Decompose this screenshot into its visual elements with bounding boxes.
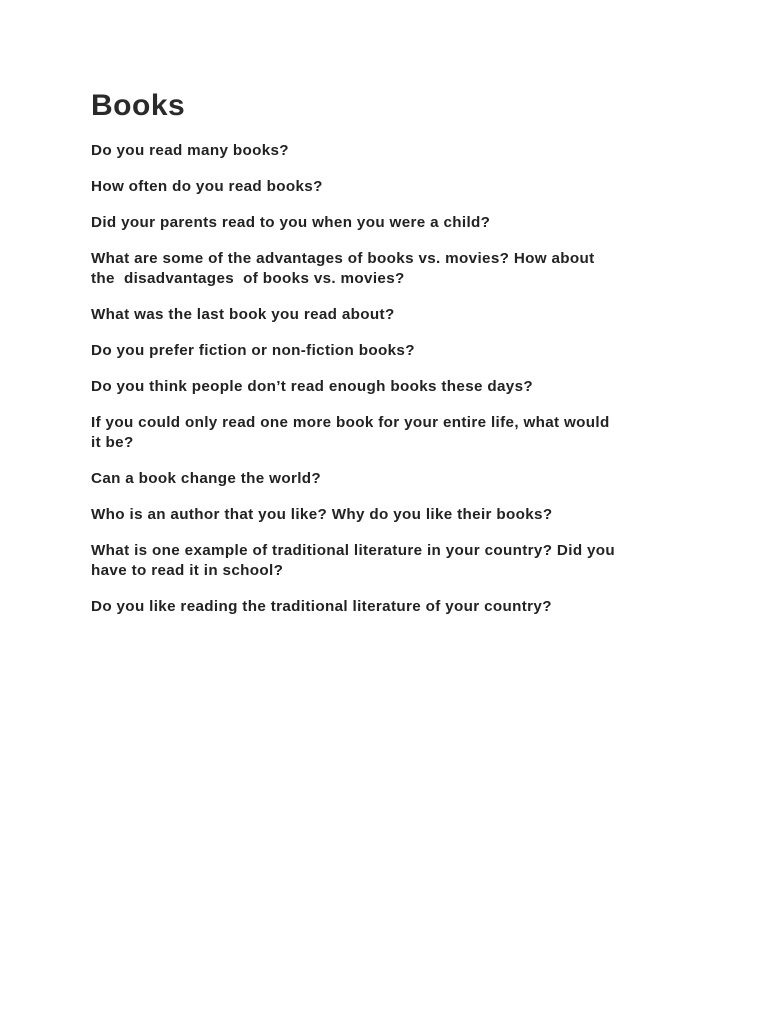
question-item: Who is an author that you like? Why do you like their books? xyxy=(91,506,553,523)
question-item: What was the last book you read about? xyxy=(91,306,395,323)
question-item: Can a book change the world? xyxy=(91,470,322,487)
document-page xyxy=(91,88,691,633)
question-item: What is one example of traditional literature in your country? Did you have to read it in school? xyxy=(91,542,616,579)
question-item: Do you like reading the traditional literature of your country? xyxy=(91,598,552,615)
question-item: How often do you read books? xyxy=(91,178,323,195)
question-list xyxy=(91,141,691,617)
question-item: Do you think people don’t read enough books these days? xyxy=(91,378,534,395)
question-item: Do you prefer fiction or non-fiction books? xyxy=(91,342,415,359)
question-item: If you could only read one more book for your entire life, what would it be? xyxy=(91,414,610,451)
question-item: What are some of the advantages of books vs. movies? How about the disadvantages of books vs. movies? xyxy=(91,250,595,287)
page-title: Books xyxy=(91,89,186,122)
question-item: Did your parents read to you when you were a child? xyxy=(91,214,491,231)
question-item: Do you read many books? xyxy=(91,142,289,159)
